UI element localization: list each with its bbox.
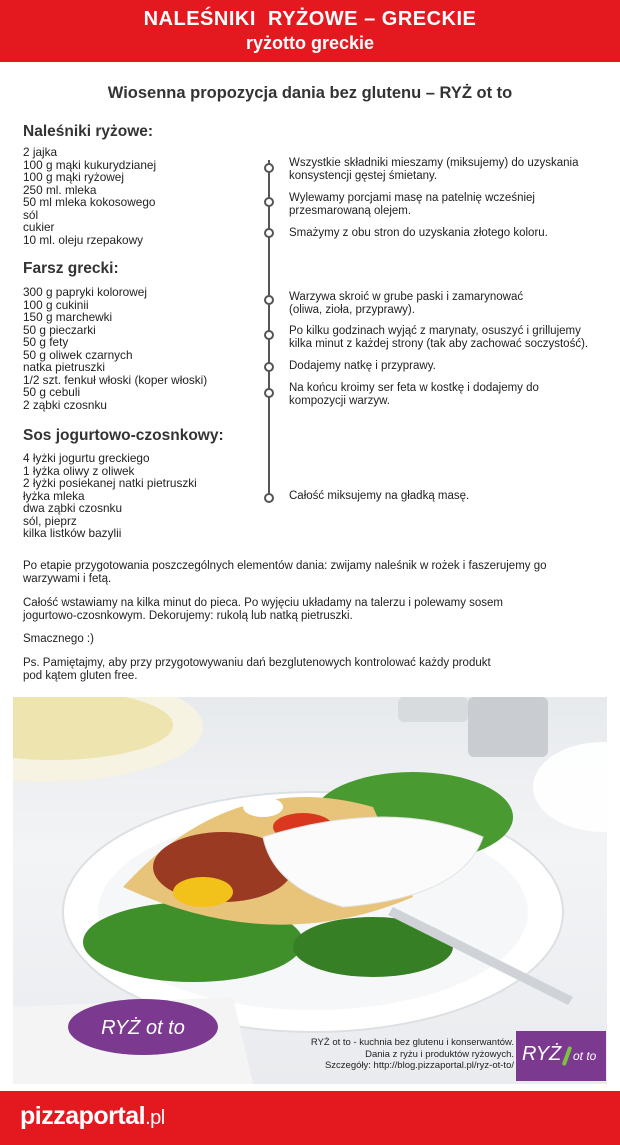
footer-bar	[0, 1091, 620, 1145]
paragraph-3	[23, 633, 603, 646]
step-5	[289, 325, 609, 350]
step-6	[289, 360, 609, 373]
ingredient: natka pietruszki	[23, 360, 105, 374]
yellow-pepper	[173, 877, 233, 907]
step-7	[289, 382, 609, 407]
ingredient: 2 jajka	[23, 145, 58, 159]
ingredient: 50 g oliwek czarnych	[23, 347, 133, 362]
ingredient: 100 g cukinii	[23, 297, 89, 312]
step-line: Całość miksujemy na gładką masę.	[289, 490, 470, 502]
ingredient: 300 g papryki kolorowej	[23, 285, 147, 299]
paragraph-line: pod kątem gluten free.	[23, 670, 138, 682]
header-banner	[0, 0, 620, 62]
section-title-farsz: Farsz grecki:	[23, 260, 119, 277]
timeline-dot	[264, 228, 274, 238]
section-title-nalesniki: Naleśniki ryżowe:	[23, 123, 154, 140]
header-subtitle: ryżotto greckie	[245, 33, 375, 53]
paragraph-line: jogurtowo-czosnkowym. Dekorujemy: rukolą lub natką pietruszki.	[23, 610, 353, 622]
ingredient: sól, pieprz	[23, 513, 77, 528]
ingredient: dwa ząbki czosnku	[23, 501, 123, 515]
paragraph-line: Po etapie przygotowania poszczególnych elementów dania: zwijamy naleśnik w rożek i faszerujemy go	[23, 560, 547, 572]
ingredient: 100 g mąki ryżowej	[23, 170, 124, 184]
ingredient: 4 łyżki jogurtu greckiego	[23, 451, 150, 465]
ingredient: 1/2 szt. fenkuł włoski (koper włoski)	[23, 372, 208, 387]
ingredient: 2 ząbki czosnku	[23, 397, 107, 412]
timeline-dot	[264, 330, 274, 340]
paragraph-1	[23, 560, 603, 586]
step-line: Warzywa skroić w grube paski i zamarynować	[289, 291, 524, 303]
step-4	[289, 291, 609, 316]
step-line: Na końcu kroimy ser feta w kostkę i dodajemy do	[289, 382, 539, 394]
logo-main-text: RYŻ	[522, 1043, 562, 1065]
step-line: przesmarowaną olejem.	[289, 204, 412, 217]
ingredient: 50 g fety	[23, 335, 69, 349]
logo-sub-text: ot to	[573, 1049, 597, 1063]
ingredient: 250 ml. mleka	[23, 182, 97, 197]
timeline-dot	[264, 388, 274, 398]
header-title: NALEŚNIKI RYŻOWE – GRECKIE	[143, 8, 477, 30]
caption-line: Dania z ryżu i produktów ryżowych.	[365, 1048, 514, 1060]
caption-line: Szczegóły: http://blog.pizzaportal.pl/ryz-ot-to/	[324, 1060, 514, 1071]
paragraph-line: Ps. Pamiętajmy, aby przy przygotowywaniu dań bezglutenowych kontrolować każdy produkt	[23, 657, 491, 669]
step-line: konsystencji gęstej śmietany.	[289, 169, 438, 182]
timeline-dot	[264, 295, 274, 305]
pepper-shaker	[398, 697, 468, 722]
timeline-dot	[264, 362, 274, 372]
step-8	[289, 490, 609, 503]
paragraph-line: Smacznego :)	[23, 633, 94, 645]
photo-caption	[311, 1037, 514, 1072]
ingredient: 100 g mąki kukurydzianej	[23, 157, 157, 172]
brand-domain: .pl	[145, 1107, 165, 1129]
timeline-dot	[264, 493, 274, 503]
ingredient: łyżka mleka	[23, 488, 85, 503]
yogurt-drizzle	[243, 797, 283, 817]
brand-name: pizzaportal	[20, 1102, 146, 1130]
ingredient: sól	[23, 207, 39, 222]
ingredient: 2 łyżki posiekanej natki pietruszki	[23, 476, 197, 490]
step-line: Wylewamy porcjami masę na patelnię wcześniej	[289, 192, 535, 204]
step-line: Dodajemy natkę i przyprawy.	[289, 360, 436, 372]
sprout-icon	[562, 1046, 573, 1066]
ingredient: 50 ml mleka kokosowego	[23, 195, 156, 209]
section-title-sos: Sos jogurtowo-czosnkowy:	[23, 427, 224, 444]
step-1	[289, 157, 609, 182]
plate-logo-text: RYŻ ot to	[101, 1017, 185, 1039]
ingredient: 150 g marchewki	[23, 310, 113, 324]
ingredients-sos	[23, 452, 197, 540]
step-3	[289, 227, 609, 240]
step-line: kompozycji warzyw.	[289, 394, 390, 407]
step-line: kilka minut z każdej strony (tak aby zachować soczystość).	[289, 337, 589, 350]
step-line: (oliwa, zioła, przyprawy).	[289, 303, 415, 316]
ingredient: cukier	[23, 220, 55, 234]
ingredient: kilka listków bazylii	[23, 526, 122, 540]
food-photo	[13, 697, 607, 1084]
caption-line: RYŻ ot to - kuchnia bez glutenu i konserwantów.	[310, 1037, 514, 1048]
food-illustration	[13, 697, 607, 1084]
pizzaportal-logo[interactable]	[20, 1102, 165, 1131]
ingredients-farsz	[23, 286, 207, 411]
paragraph-4	[23, 657, 603, 683]
salt-shaker	[468, 697, 548, 757]
paragraph-2	[23, 597, 603, 623]
timeline-dot	[264, 163, 274, 173]
ingredient: 50 g cebuli	[23, 385, 81, 399]
ingredient: 10 ml. oleju rzepakowy	[23, 232, 143, 247]
ryz-ot-to-logo	[516, 1031, 606, 1081]
step-line: Wszystkie składniki mieszamy (miksujemy) do uzyskania	[289, 157, 579, 169]
step-line: Smażymy z obu stron do uzyskania złotego koloru.	[289, 227, 548, 239]
step-line: Po kilku godzinach wyjąć z marynaty, osuszyć i grillujemy	[289, 325, 581, 337]
paragraph-line: warzywami i fetą.	[23, 573, 112, 585]
intro-title: Wiosenna propozycja dania bez glutenu – RYŻ ot to	[107, 84, 513, 102]
ingredients-nalesniki	[23, 146, 156, 246]
timeline-dot	[264, 197, 274, 207]
step-2	[289, 192, 609, 217]
paragraph-line: Całość wstawiamy na kilka minut do pieca. Po wyjęciu układamy na talerzu i polewamy sosem	[23, 597, 504, 609]
ingredient: 1 łyżka oliwy z oliwek	[23, 463, 135, 478]
ingredient: 50 g pieczarki	[23, 322, 96, 337]
